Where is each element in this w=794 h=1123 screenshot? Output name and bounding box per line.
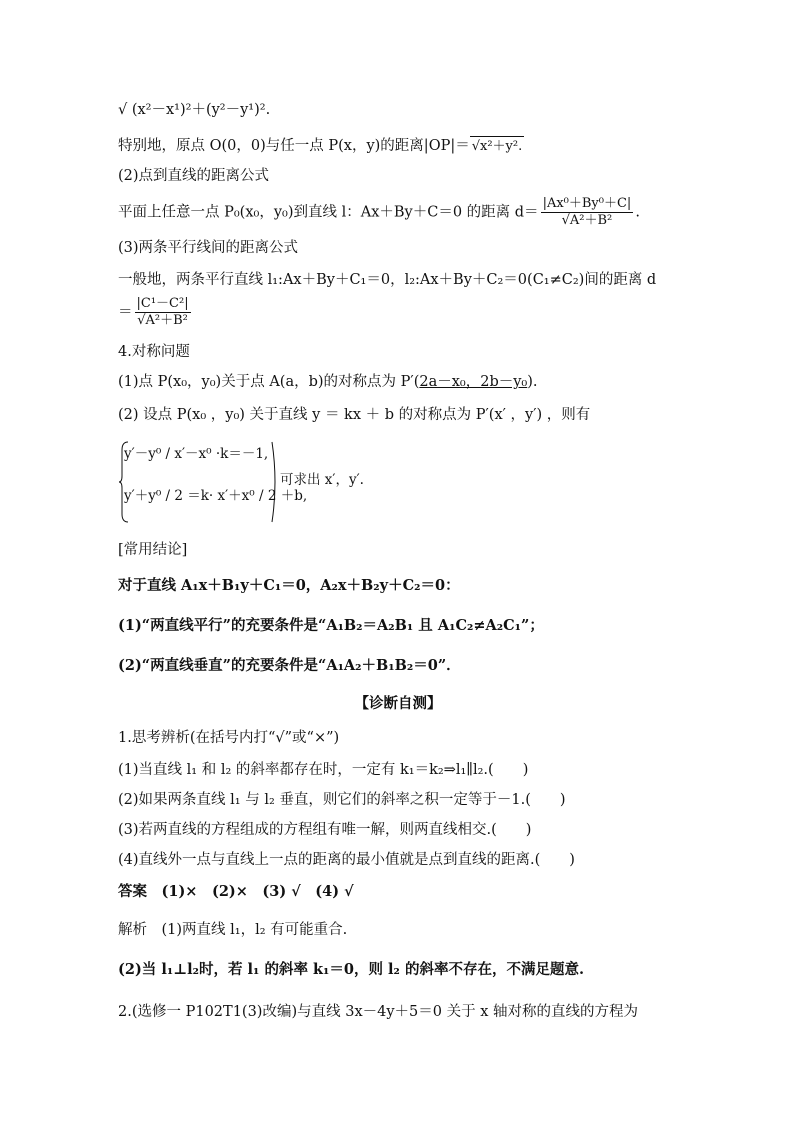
- section-symmetry: 4.对称问题: [118, 344, 190, 360]
- diagnostic-heading: 【诊断自测】: [354, 695, 442, 712]
- right-paren-icon: [270, 440, 280, 524]
- question-1-item-2: (2)如果两条直线 l₁ 与 l₂ 垂直，则它们的斜率之积一定等于－1.( ): [118, 792, 566, 808]
- point-symmetry-end: ).: [527, 374, 538, 390]
- system-equation-2: y′＋y⁰ / 2 ＝k· x′＋x⁰ / 2 ＋b,: [124, 488, 308, 504]
- parallel-distance-fraction: [135, 296, 191, 329]
- perpendicular-condition: (2)“两直线垂直”的充要条件是“A₁A₂＋B₁B₂＝0”．: [118, 657, 461, 674]
- parallel-distance-formula: ＝ $\frac{\text{|C¹－C²|}}{\text{√A²＋B²}}$: [118, 296, 189, 328]
- common-conclusions-heading: [常用结论]: [118, 542, 188, 558]
- fraction-denominator: √A²＋B²: [137, 313, 188, 328]
- question-1-item-1: (1)当直线 l₁ 和 l₂ 的斜率都存在时，一定有 k₁＝k₂⇒l₁∥l₂.( ): [118, 762, 529, 778]
- question-1-item-3: (3)若两直线的方程组成的方程组有唯一解，则两直线相交.( ): [118, 822, 532, 838]
- system-equation-1: y′－y⁰ / x′－x⁰ ·k＝－1,: [124, 446, 269, 462]
- explanation-line-2: (2)当 l₁⊥l₂时，若 l₁ 的斜率 k₁＝0，则 l₂ 的斜率不存在，不满足题意.: [118, 961, 584, 978]
- distance-formula-continuation: √ (x²－x¹)²＋(y²－y¹)².: [118, 102, 271, 118]
- fraction-denominator: √A²＋B²: [561, 213, 613, 228]
- subsection-parallel-distance: (3)两条平行线间的距离公式: [118, 240, 299, 256]
- explanation-line-1: 解析 (1)两直线 l₁，l₂ 有可能重合.: [118, 922, 348, 938]
- answer-line: 答案 (1)× (2)× (3) √ (4) √: [118, 883, 354, 900]
- fraction-numerator: |Ax⁰＋By⁰＋C|: [542, 196, 632, 211]
- system-conclusion: 可求出 x′，y′.: [280, 472, 364, 488]
- point-line-distance-fraction: [541, 196, 634, 229]
- fraction-numerator: |C¹－C²|: [136, 296, 189, 311]
- line-symmetry-statement: (2) 设点 P(x₀ ，y₀) 关于直线 y ＝ kx ＋ b 的对称点为 P′(x′ ，y′) ，则有: [118, 407, 591, 423]
- question-2-prompt: 2.(选修一 P102T1(3)改编)与直线 3x－4y＋5＝0 关于 x 轴对称的直线的方程为: [118, 1004, 639, 1020]
- subsection-point-line-distance: (2)点到直线的距离公式: [118, 168, 270, 184]
- equation-system: [118, 440, 418, 524]
- origin-distance-root: √x²＋y².: [470, 136, 525, 157]
- point-symmetry-answer: 2a－x₀，2b－y₀: [419, 374, 528, 390]
- point-line-distance-formula: 平面上任意一点 P₀(x₀，y₀)到直线 l：Ax＋By＋C＝0 的距离 d＝ $\frac{\text{|Ax⁰＋By⁰＋C|}}{\text{√A²＋B²}}$ .: [118, 196, 640, 228]
- origin-distance-text: 特别地，原点 O(0，0)与任一点 P(x，y)的距离|OP|＝: [118, 138, 470, 154]
- point-line-distance-text: 平面上任意一点 P₀(x₀，y₀)到直线 l：Ax＋By＋C＝0 的距离 d＝: [118, 204, 539, 221]
- point-symmetry-text: (1)点 P(x₀，y₀)关于点 A(a，b)的对称点为 P′(: [118, 374, 420, 390]
- point-symmetry-line: [118, 372, 538, 392]
- parallel-condition: (1)“两直线平行”的充要条件是“A₁B₂＝A₂B₁ 且 A₁C₂≠A₂C₁”；: [118, 617, 544, 634]
- question-1-prompt: 1.思考辨析(在括号内打“√”或“×”): [118, 730, 340, 746]
- origin-distance-line: [118, 136, 524, 157]
- parallel-distance-statement: 一般地，两条平行直线 l₁:Ax＋By＋C₁＝0，l₂:Ax＋By＋C₂＝0(C₁≠C₂)间的距离 d: [118, 272, 657, 288]
- question-1-item-4: (4)直线外一点与直线上一点的距离的最小值就是点到直线的距离.( ): [118, 852, 575, 868]
- general-lines-statement: 对于直线 A₁x＋B₁y＋C₁＝0，A₂x＋B₂y＋C₂＝0：: [118, 577, 460, 594]
